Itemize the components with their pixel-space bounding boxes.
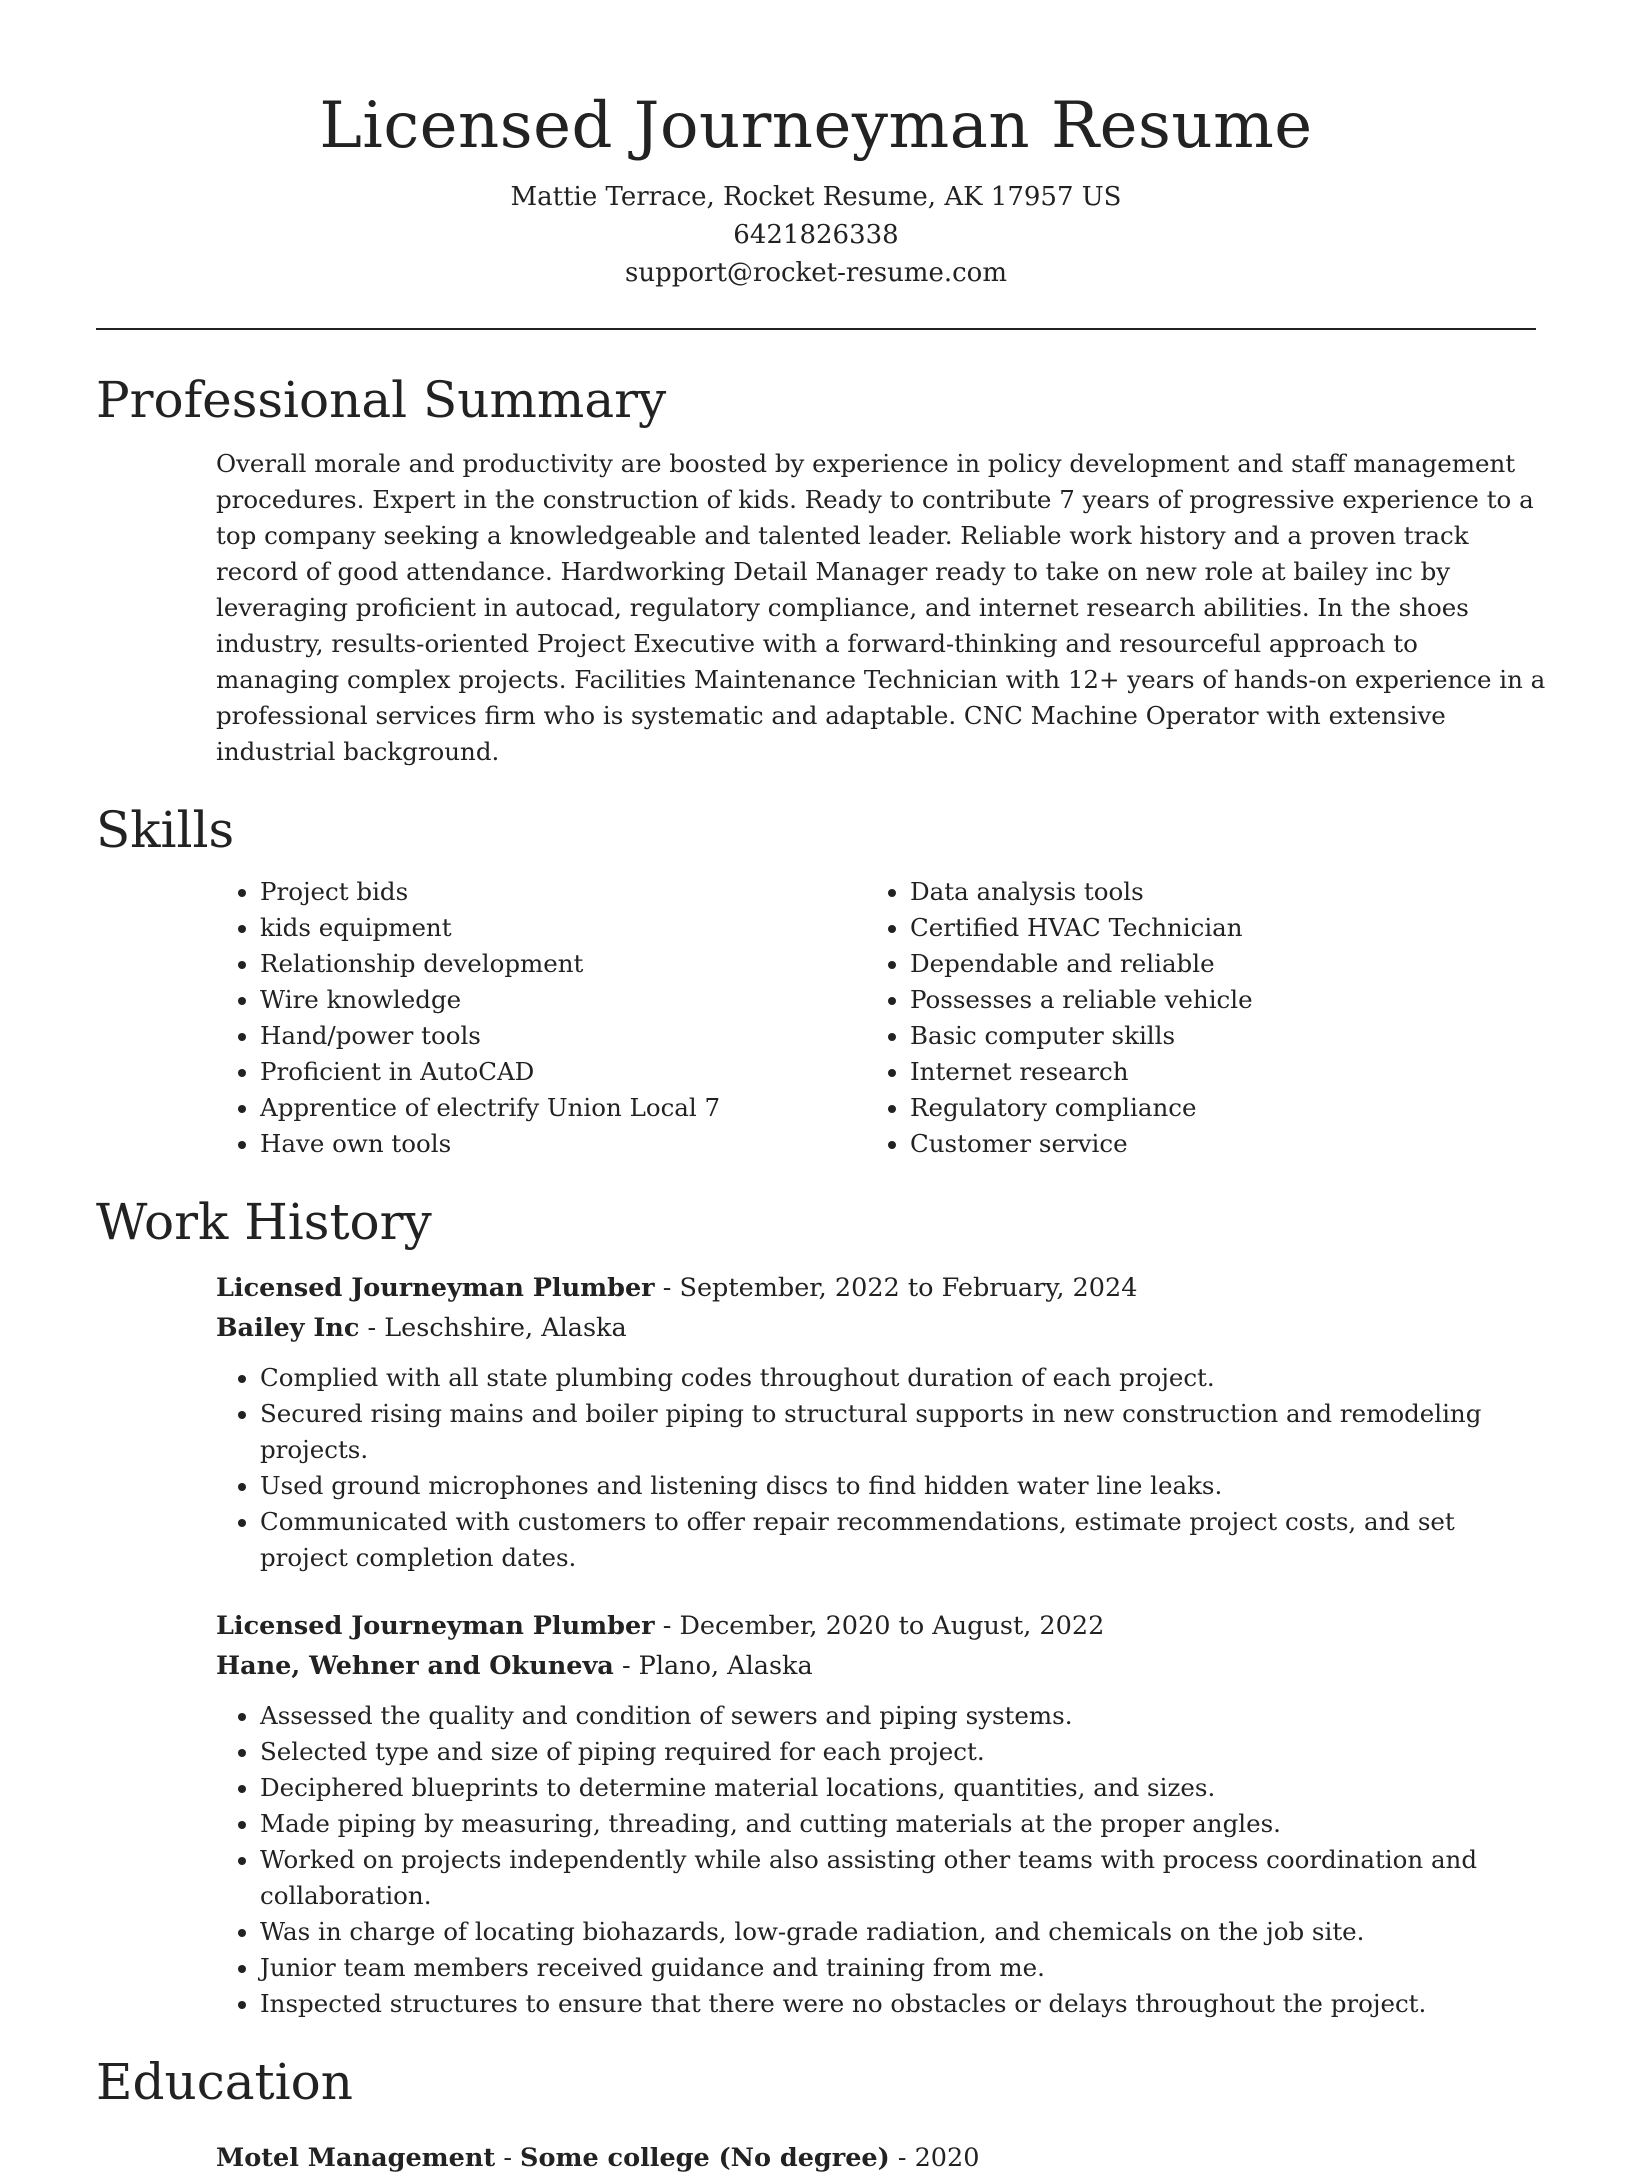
- job-dates: December, 2020 to August, 2022: [679, 1611, 1105, 1641]
- job-entry: [216, 1268, 1536, 1576]
- resume-header: [96, 0, 1536, 292]
- job-title: Licensed Journeyman Plumber: [216, 1611, 655, 1641]
- job-company: Hane, Wehner and Okuneva: [216, 1651, 614, 1681]
- job-title: Licensed Journeyman Plumber: [216, 1273, 655, 1303]
- separator: -: [662, 1611, 680, 1641]
- skill-item: • Internet research: [910, 1054, 1510, 1090]
- job-company-line: [216, 1646, 1536, 1686]
- education-year: 2020: [914, 2143, 980, 2173]
- skill-item: • Dependable and reliable: [910, 946, 1510, 982]
- skill-item: • Apprentice of electrify Union Local 7: [260, 1090, 866, 1126]
- skill-item: • Have own tools: [260, 1126, 866, 1162]
- job-location: Leschshire, Alaska: [384, 1313, 627, 1343]
- job-title-line: [216, 1268, 1536, 1308]
- skill-item: • Customer service: [910, 1126, 1510, 1162]
- job-bullet: • Junior team members received guidance and training from me.: [260, 1950, 1550, 1986]
- job-company: Bailey Inc: [216, 1313, 360, 1343]
- job-dates: September, 2022 to February, 2024: [679, 1273, 1138, 1303]
- education-degree: Some college (No degree): [520, 2143, 890, 2173]
- summary-text: Overall morale and productivity are boosted by experience in policy development and staff management procedures. Expert in the construction of kids. Ready to contribute 7 years of progressive experience to a top company seeking a knowledgeable and talented leader. Reliable work history and a proven track record of good attendance. Hardworking Detail Manager ready to take on new role at bailey inc by leveraging proficient in autocad, regulatory compliance, and internet research abilities. In the shoes industry, results-oriented Project Executive with a forward-thinking and resourceful approach to managing complex projects. Facilities Maintenance Technician with 12+ years of hands-on experience in a professional services firm who is systematic and adaptable. CNC Machine Operator with extensive industrial background.: [216, 449, 1546, 766]
- education-program: Motel Management: [216, 2143, 496, 2173]
- skill-item: • Hand/power tools: [260, 1018, 866, 1054]
- summary-heading: Professional Summary: [96, 371, 667, 429]
- skill-item: • Data analysis tools: [910, 874, 1510, 910]
- contact-info: [96, 178, 1536, 292]
- job-location: Plano, Alaska: [638, 1651, 813, 1681]
- skill-item: • Wire knowledge: [260, 982, 866, 1018]
- work-history-section: [96, 1190, 1536, 2022]
- skills-grid: [216, 874, 1536, 1162]
- contact-phone: 6421826338: [733, 220, 899, 250]
- skills-heading: Skills: [96, 801, 235, 859]
- header-divider: [96, 328, 1536, 330]
- skill-item: • Project bids: [260, 874, 866, 910]
- education-entry: [216, 2138, 1536, 2178]
- separator: -: [621, 1651, 639, 1681]
- separator: -: [662, 1273, 680, 1303]
- job-bullet: • Secured rising mains and boiler piping to structural supports in new construction and remodeling projects.: [260, 1396, 1550, 1468]
- skills-section: [96, 798, 1536, 1162]
- job-bullet: • Communicated with customers to offer repair recommendations, estimate project costs, and set project completion dates.: [260, 1504, 1550, 1576]
- job-bullet: • Complied with all state plumbing codes throughout duration of each project.: [260, 1360, 1550, 1396]
- job-bullet: • Was in charge of locating biohazards, low-grade radiation, and chemicals on the job site.: [260, 1914, 1550, 1950]
- separator: -: [367, 1313, 385, 1343]
- job-bullets: [216, 1360, 1550, 1576]
- skill-item: • Possesses a reliable vehicle: [910, 982, 1510, 1018]
- job-bullet: • Deciphered blueprints to determine material locations, quantities, and sizes.: [260, 1770, 1550, 1806]
- skill-item: • kids equipment: [260, 910, 866, 946]
- job-bullet: • Worked on projects independently while also assisting other teams with process coordination and collaboration.: [260, 1842, 1550, 1914]
- separator: -: [503, 2143, 521, 2173]
- job-company-line: [216, 1308, 1536, 1348]
- summary-section: [96, 368, 1546, 770]
- education-heading: Education: [96, 2053, 353, 2111]
- job-bullet: • Inspected structures to ensure that there were no obstacles or delays throughout the project.: [260, 1986, 1550, 2022]
- contact-email: support@rocket-resume.com: [624, 258, 1007, 288]
- resume-title: Licensed Journeyman Resume: [319, 89, 1313, 163]
- skills-list-right: [866, 874, 1510, 1162]
- skill-item: • Certified HVAC Technician: [910, 910, 1510, 946]
- education-section: [96, 2050, 1536, 2178]
- job-bullet: • Made piping by measuring, threading, and cutting materials at the proper angles.: [260, 1806, 1550, 1842]
- job-entry: [216, 1606, 1536, 2022]
- skill-item: • Basic computer skills: [910, 1018, 1510, 1054]
- contact-address: Mattie Terrace, Rocket Resume, AK 17957 US: [510, 182, 1122, 212]
- skill-item: • Relationship development: [260, 946, 866, 982]
- job-bullets: [216, 1698, 1550, 2022]
- resume-page: [96, 0, 1546, 2178]
- skill-item: • Proficient in AutoCAD: [260, 1054, 866, 1090]
- separator: -: [897, 2143, 915, 2173]
- work-history-heading: Work History: [96, 1193, 432, 1251]
- job-bullet: • Used ground microphones and listening discs to find hidden water line leaks.: [260, 1468, 1550, 1504]
- job-bullet: • Assessed the quality and condition of sewers and piping systems.: [260, 1698, 1550, 1734]
- job-bullet: • Selected type and size of piping required for each project.: [260, 1734, 1550, 1770]
- skill-item: • Regulatory compliance: [910, 1090, 1510, 1126]
- job-title-line: [216, 1606, 1536, 1646]
- skills-list-left: [216, 874, 866, 1162]
